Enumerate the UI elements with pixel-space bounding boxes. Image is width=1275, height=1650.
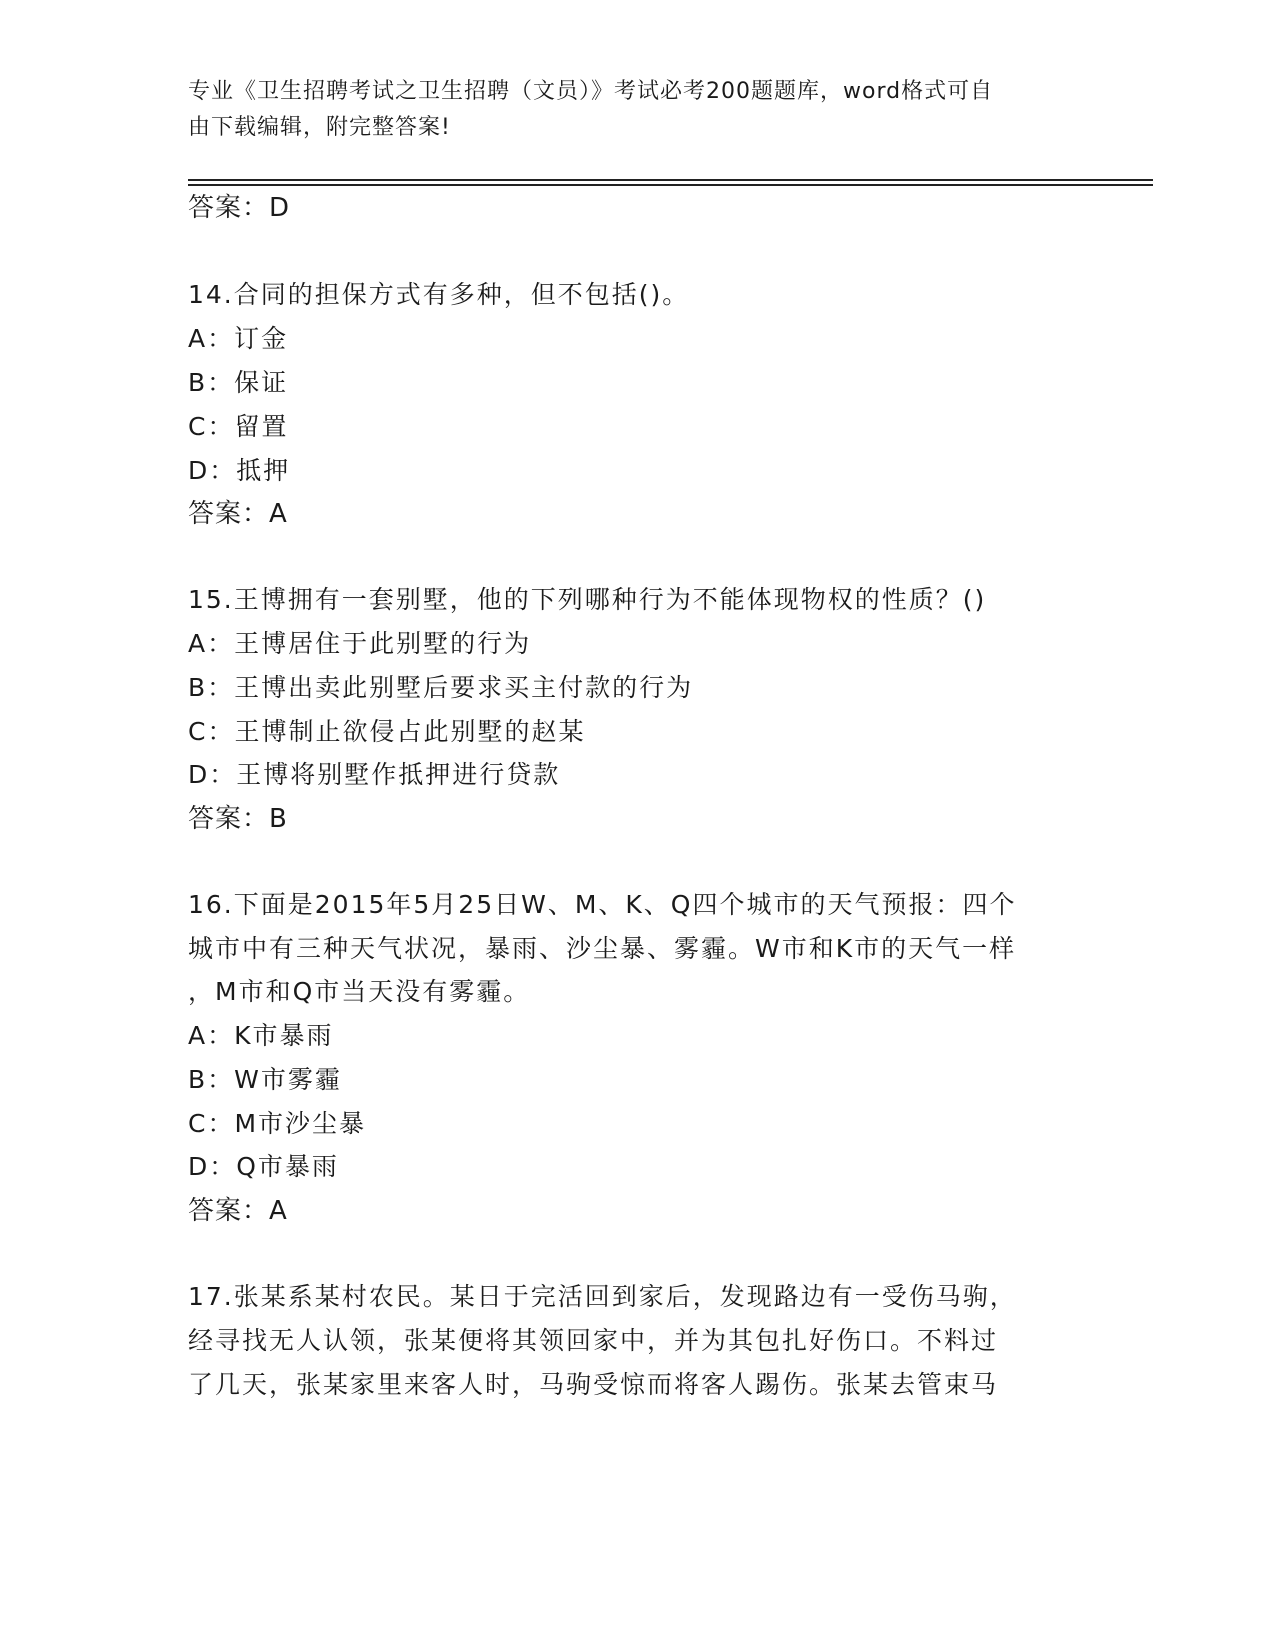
question-16-option-a: A：K市暴雨 [188, 1021, 334, 1050]
question-17-text-line-1: 17.张某系某村农民。某日于完活回到家后，发现路边有一受伤马驹， [188, 1282, 1017, 1311]
question-14-option-d: D：抵押 [188, 456, 291, 485]
question-15-option-c: C：王博制止欲侵占此别墅的赵某 [188, 717, 586, 746]
question-15-option-d: D：王博将别墅作抵押进行贷款 [188, 760, 561, 789]
question-17-text-line-3: 了几天，张某家里来客人时，马驹受惊而将客人踢伤。张某去管束马 [188, 1370, 999, 1399]
answer-previous: 答案：D [188, 193, 291, 223]
question-16-text-line-1: 16.下面是2015年5月25日W、M、K、Q四个城市的天气预报：四个 [188, 890, 1017, 919]
question-15-option-a: A：王博居住于此别墅的行为 [188, 629, 532, 658]
question-14-option-c: C：留置 [188, 412, 289, 441]
question-16-answer: 答案：A [188, 1196, 288, 1226]
document-header [188, 74, 1068, 146]
question-16-option-c: C：M市沙尘暴 [188, 1109, 367, 1138]
question-14-answer: 答案：A [188, 499, 288, 529]
question-17-text-line-2: 经寻找无人认领，张某便将其领回家中，并为其包扎好伤口。不料过 [188, 1326, 999, 1355]
header-line-2: 由下载编辑，附完整答案! [188, 115, 451, 140]
question-14-option-a: A：订金 [188, 324, 289, 353]
question-14-option-b: B：保证 [188, 368, 289, 397]
question-14-text: 14.合同的担保方式有多种，但不包括()。 [188, 280, 690, 309]
header-divider-bottom [188, 184, 1153, 186]
question-15-text: 15.王博拥有一套别墅，他的下列哪种行为不能体现物权的性质？() [188, 585, 987, 614]
question-15-answer: 答案：B [188, 804, 288, 834]
question-16-text-line-2: 城市中有三种天气状况，暴雨、沙尘暴、雾霾。W市和K市的天气一样 [188, 934, 1017, 963]
question-15-option-b: B：王博出卖此别墅后要求买主付款的行为 [188, 673, 694, 702]
question-16-text-line-3: ，M市和Q市当天没有雾霾。 [188, 977, 531, 1006]
header-line-1: 专业《卫生招聘考试之卫生招聘（文员）》考试必考200题题库，word格式可自 [188, 79, 994, 104]
question-16-option-d: D：Q市暴雨 [188, 1152, 339, 1181]
question-16-option-b: B：W市雾霾 [188, 1065, 342, 1094]
header-divider-top [188, 179, 1153, 181]
